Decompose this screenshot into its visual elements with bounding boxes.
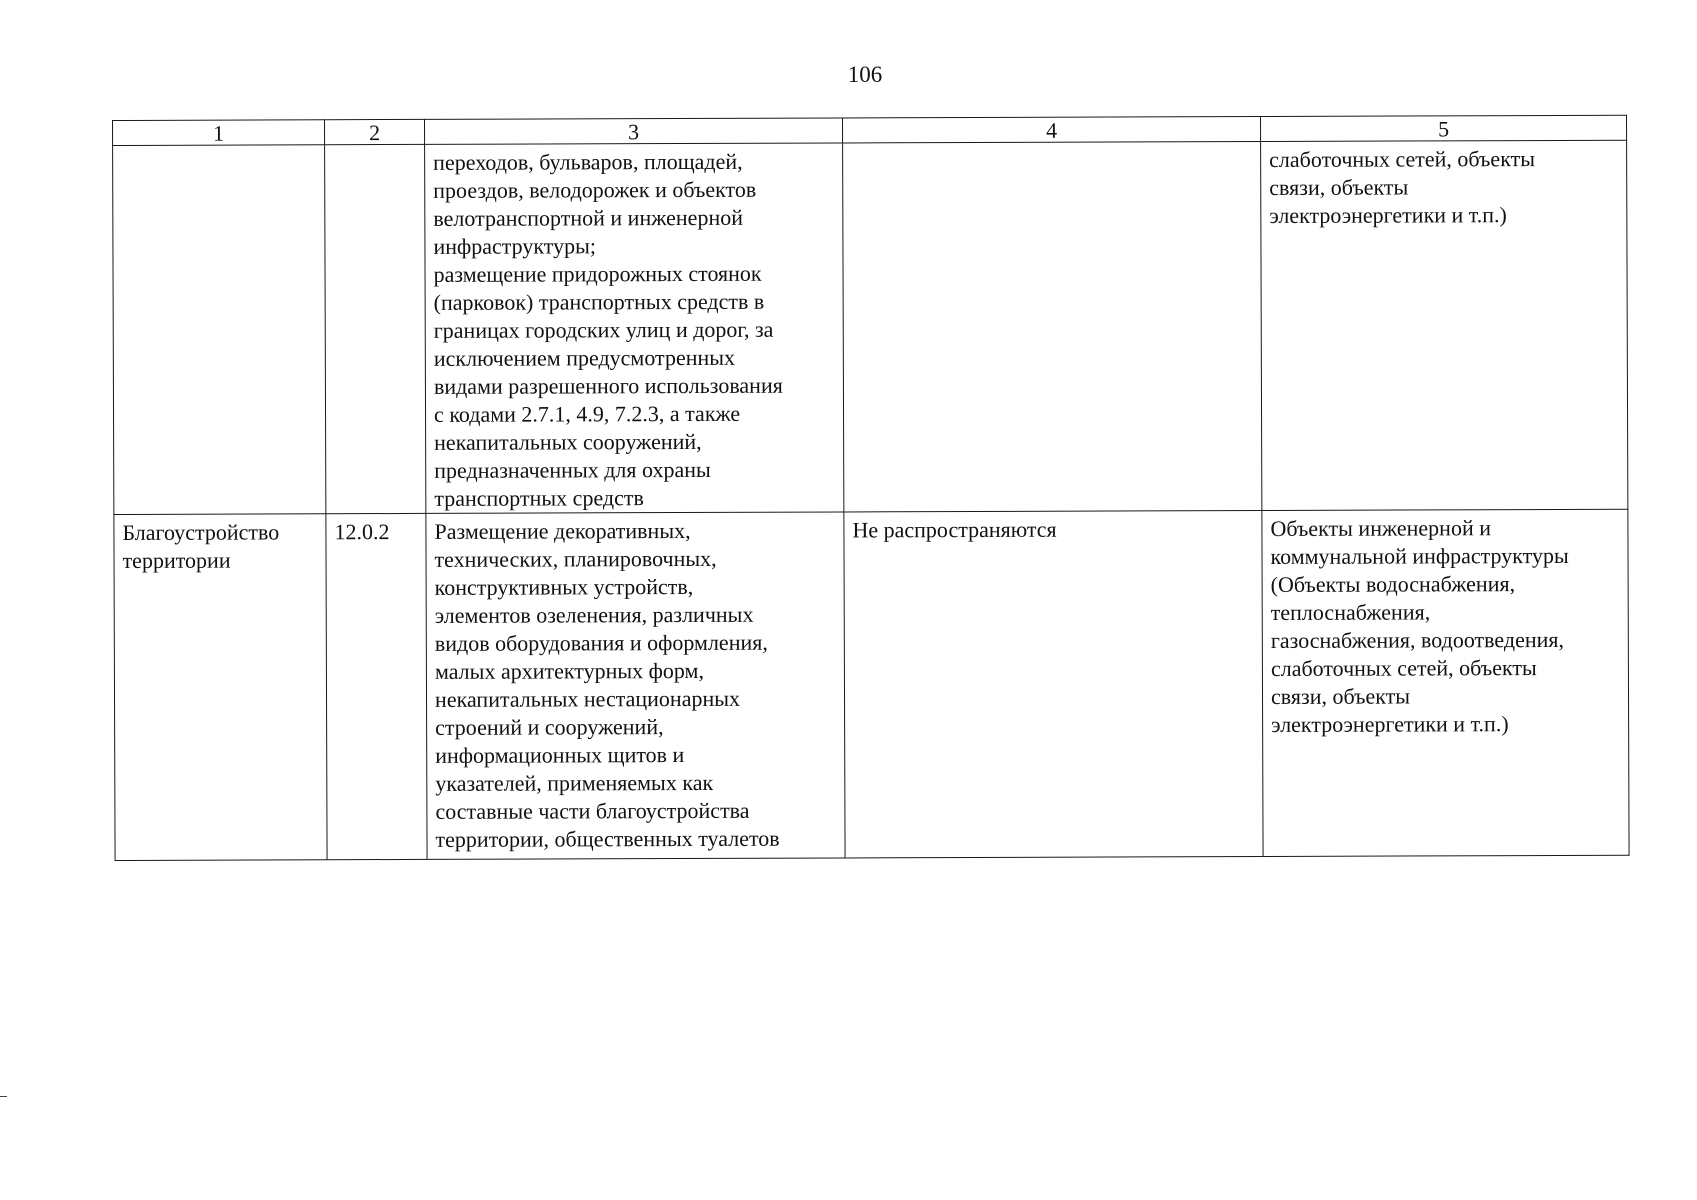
restrictions-cell: Не распространяются	[844, 510, 1263, 857]
table-row	[114, 509, 1629, 860]
auxiliary-uses-cell: слаботочных сетей, объекты связи, объекты электроэнергетики и т.п.)	[1261, 140, 1628, 510]
column-header-1: 1	[113, 120, 325, 146]
table-row	[113, 140, 1628, 514]
use-code-cell	[325, 144, 426, 513]
column-header-5: 5	[1260, 115, 1626, 141]
column-header-3: 3	[424, 118, 842, 144]
use-code-cell: 12.0.2	[326, 513, 427, 859]
column-header-2: 2	[325, 119, 425, 144]
column-header-4: 4	[842, 116, 1260, 142]
use-name-cell: Благоустройство территории	[114, 514, 327, 861]
use-description-cell: Размещение декоративных, технических, планировочных, конструктивных устройств, элементов озеленения, различных видов оборудования и оформления, малых архитектурных форм, некапитальных нестационарных строений и сооружений, информационных щитов и указателей, применяемых как составные части благоустройства территории, общественных туалетов	[426, 512, 845, 859]
use-name-cell	[113, 145, 326, 515]
zoning-table	[112, 115, 1630, 861]
auxiliary-uses-cell: Объекты инженерной и коммунальной инфраструктуры (Объекты водоснабжения, теплоснабжения, газоснабжения, водоотведения, слаботочных сетей, объекты связи, объекты электроэнергетики и т.п.)	[1262, 509, 1629, 856]
scan-margin-mark	[0, 1096, 7, 1097]
use-description-cell: переходов, бульваров, площадей, проездов, велодорожек и объектов велотранспортной и инженерной инфраструктуры; размещение придорожных стоянок (парковок) транспортных средств в границах городских улиц и дорог, за исключением предусмотренных видами разрешенного использования с кодами 2.7.1, 4.9, 7.2.3, а также некапитальных сооружений, предназначенных для охраны транспортных средств	[425, 143, 844, 513]
page-number: 106	[847, 62, 883, 87]
restrictions-cell	[843, 141, 1262, 511]
